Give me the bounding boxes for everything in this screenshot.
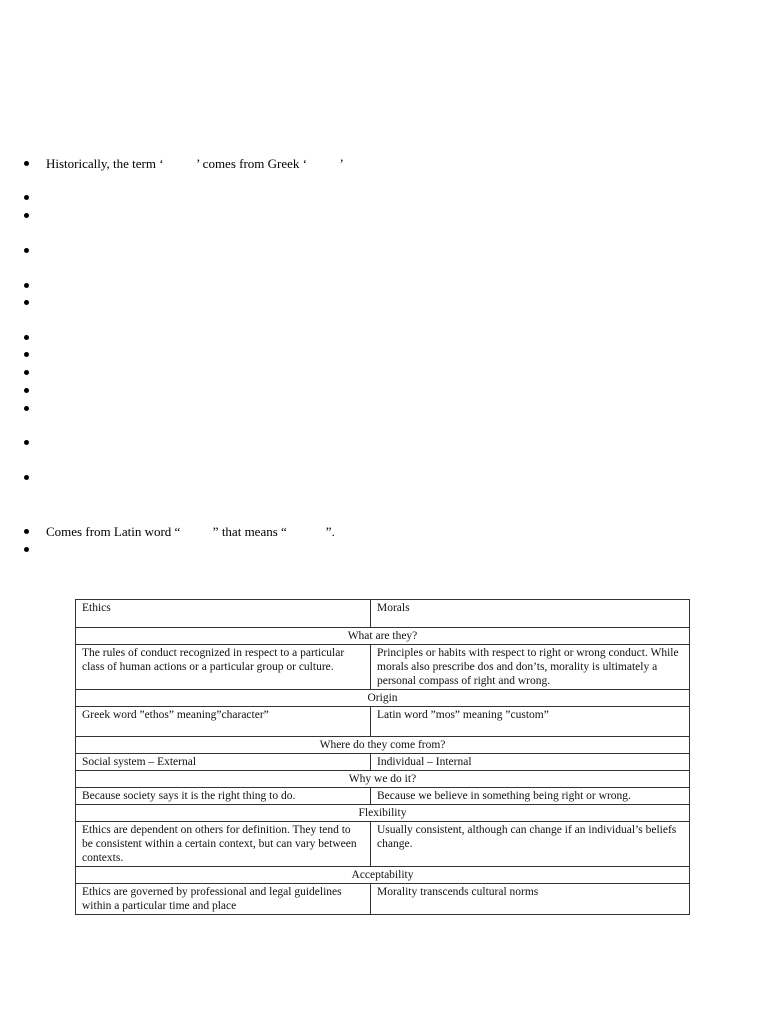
section-title: Why we do it? [76,771,690,788]
ethics-morals-table [75,599,690,915]
bullet-dot [24,248,29,253]
section-title: What are they? [76,628,690,645]
bullet-dot [24,370,29,375]
ethics-cell: Ethics are dependent on others for definition. They tend to be consistent within a certain context, but can vary between contexts. [76,822,371,867]
table-row [76,788,690,805]
table-row [76,707,690,737]
ethics-cell: Ethics are governed by professional and legal guidelines within a particular time and place [76,884,371,915]
bullet-dot [24,547,29,552]
section-title: Origin [76,690,690,707]
ethics-cell: Social system – External [76,754,371,771]
morals-cell: Because we believe in something being right or wrong. [371,788,690,805]
section-title-row [76,805,690,822]
morals-cell: Principles or habits with respect to right or wrong conduct. While morals also prescribe dos and don’ts, morality is ultimately a personal compass of right and wrong. [371,645,690,690]
morals-cell: Usually consistent, although can change if an individual’s beliefs change. [371,822,690,867]
ethics-cell: The rules of conduct recognized in respect to a particular class of human actions or a particular group or culture. [76,645,371,690]
section-title-row [76,771,690,788]
morals-cell: Latin word ”mos” meaning ”custom” [371,707,690,737]
section-title: Where do they come from? [76,737,690,754]
bullet-dot [24,388,29,393]
ethics-cell: Because society says it is the right thing to do. [76,788,371,805]
morals-cell: Individual – Internal [371,754,690,771]
bullet-dot [24,213,29,218]
header-morals: Morals [371,600,690,628]
section-title: Flexibility [76,805,690,822]
bullet-text: Comes from Latin word “ ” that means “ ”. [46,524,335,539]
table-row [76,645,690,690]
bullet-dot [24,335,29,340]
ethics-cell: Greek word ”ethos” meaning”character” [76,707,371,737]
section-title-row [76,690,690,707]
table-row [76,754,690,771]
bullet-text: Historically, the term ‘ ’ comes from Greek ‘ ’ [46,156,344,171]
table-row [76,884,690,915]
bullet-dot [24,529,29,534]
header-ethics: Ethics [76,600,371,628]
section-title-row [76,867,690,884]
bullet-dot [24,161,29,166]
section-title-row [76,737,690,754]
bullet-dot [24,283,29,288]
table-row [76,822,690,867]
table-header-row [76,600,690,628]
bullet-dot [24,300,29,305]
bullet-dot [24,440,29,445]
bullet-dot [24,352,29,357]
bullet-dot [24,406,29,411]
bullet-item-empty [24,542,37,606]
morals-cell: Morality transcends cultural norms [371,884,690,915]
section-title-row [76,628,690,645]
bullet-dot [24,195,29,200]
bullet-dot [24,475,29,480]
section-title: Acceptability [76,867,690,884]
